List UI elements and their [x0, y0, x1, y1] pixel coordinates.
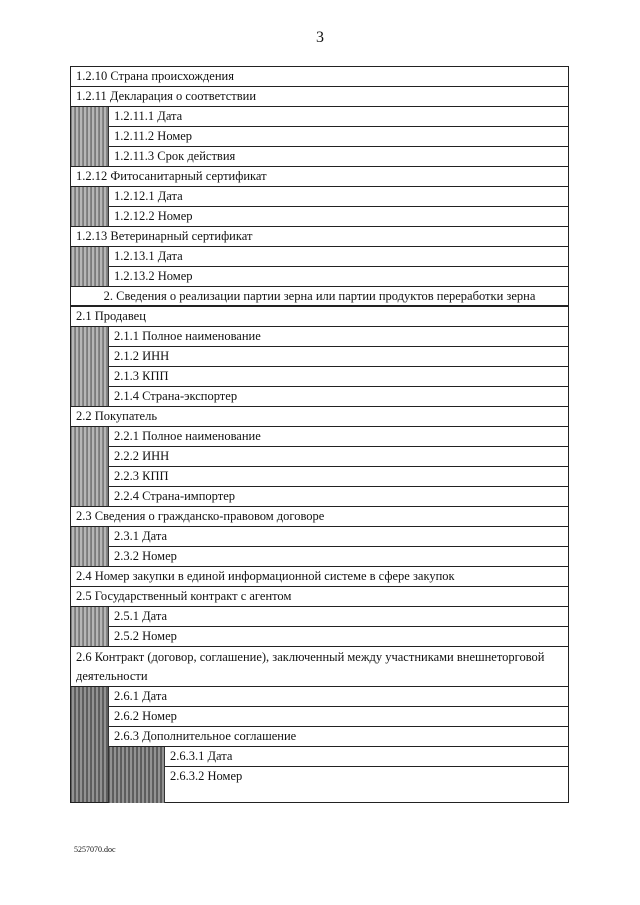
row-2-2-2: 2.2.2 ИНН [109, 447, 568, 467]
row-2-6-1: 2.6.1 Дата [109, 687, 568, 707]
row-2-6-3-2: 2.6.3.2 Номер [170, 769, 243, 783]
shaded-indent-2-1 [71, 327, 109, 407]
row-1-2-13-2: 1.2.13.2 Номер [109, 267, 568, 287]
shaded-indent-1-2-11 [71, 107, 109, 167]
row-2-2: 2.2 Покупатель [71, 407, 568, 427]
row-2-6-3-1: 2.6.3.1 Дата [165, 747, 568, 767]
row-2-5-1: 2.5.1 Дата [109, 607, 568, 627]
row-1-2-13: 1.2.13 Ветеринарный сертификат [71, 227, 568, 247]
row-2-1-4: 2.1.4 Страна-экспортер [109, 387, 568, 407]
row-2-2-3: 2.2.3 КПП [109, 467, 568, 487]
page-number: 3 [316, 29, 324, 46]
row-2-1-1: 2.1.1 Полное наименование [109, 327, 568, 347]
form-table [70, 66, 569, 803]
section-2-heading: 2. Сведения о реализации партии зерна или партии продуктов переработки зерна [71, 287, 568, 307]
row-1-2-11-3: 1.2.11.3 Срок действия [109, 147, 568, 167]
row-2-6-2: 2.6.2 Номер [109, 707, 568, 727]
row-1-2-12-1: 1.2.12.1 Дата [109, 187, 568, 207]
row-2-3-1: 2.3.1 Дата [109, 527, 568, 547]
shaded-indent-2-6 [71, 687, 109, 803]
row-1-2-13-1: 1.2.13.1 Дата [109, 247, 568, 267]
row-2-3-2: 2.3.2 Номер [109, 547, 568, 567]
row-1-2-11-1: 1.2.11.1 Дата [109, 107, 568, 127]
row-2-6-3: 2.6.3 Дополнительное соглашение [109, 727, 568, 747]
shaded-indent-2-3 [71, 527, 109, 567]
row-2-5-2: 2.5.2 Номер [109, 627, 568, 647]
row-2-6: 2.6 Контракт (договор, соглашение), заключенный между участниками внешнеторговой деятельности [71, 647, 568, 687]
document-code: 5257070.doc [74, 845, 116, 854]
shaded-indent-2-2 [71, 427, 109, 507]
row-2-1-2: 2.1.2 ИНН [109, 347, 568, 367]
row-2-5: 2.5 Государственный контракт с агентом [71, 587, 568, 607]
row-1-2-12-2: 1.2.12.2 Номер [109, 207, 568, 227]
row-2-2-1: 2.2.1 Полное наименование [109, 427, 568, 447]
shaded-indent-1-2-12 [71, 187, 109, 227]
row-1-2-11-2: 1.2.11.2 Номер [109, 127, 568, 147]
row-2-3: 2.3 Сведения о гражданско-правовом договоре [71, 507, 568, 527]
row-2-1: 2.1 Продавец [71, 307, 568, 327]
row-2-1-3: 2.1.3 КПП [109, 367, 568, 387]
row-2-2-4: 2.2.4 Страна-импортер [109, 487, 568, 507]
row-1-2-10: 1.2.10 Страна происхождения [71, 67, 568, 87]
shaded-indent-2-6-3 [109, 747, 165, 803]
shaded-indent-1-2-13 [71, 247, 109, 287]
row-2-4: 2.4 Номер закупки в единой информационной системе в сфере закупок [71, 567, 568, 587]
shaded-indent-2-5 [71, 607, 109, 647]
row-1-2-12: 1.2.12 Фитосанитарный сертификат [71, 167, 568, 187]
row-1-2-11: 1.2.11 Декларация о соответствии [71, 87, 568, 107]
